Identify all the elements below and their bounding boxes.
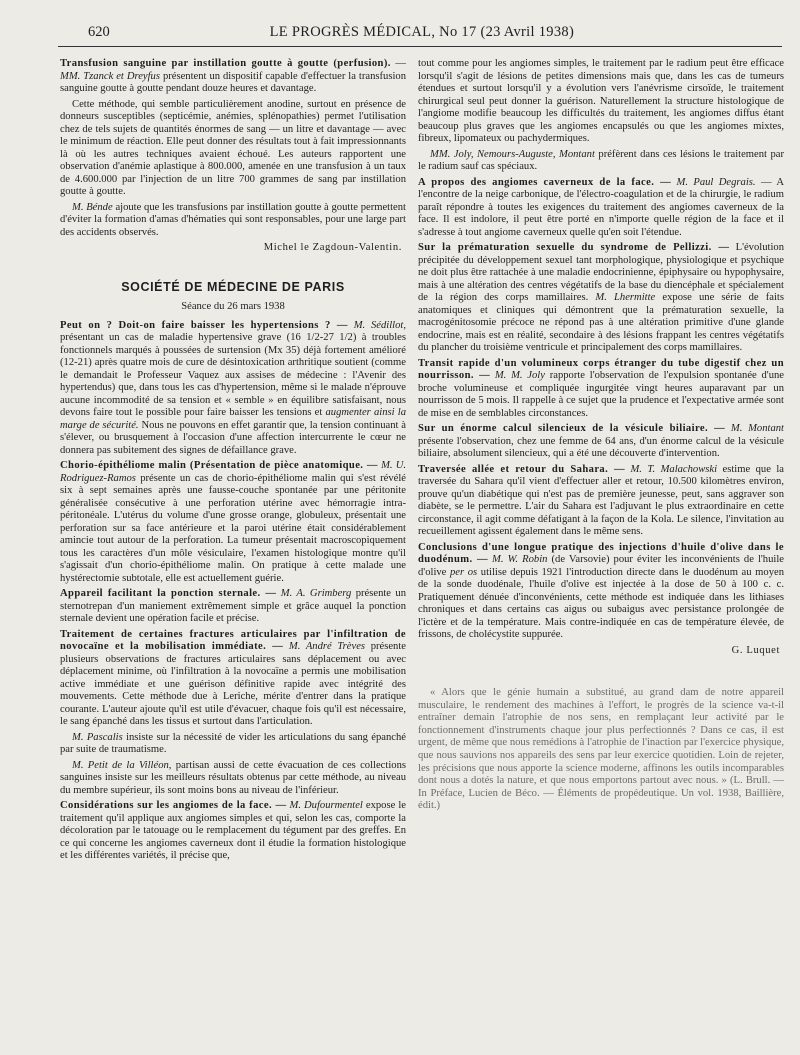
article-calcul — [418, 423, 784, 461]
paragraph: Cette méthode, qui semble particulièrement anodine, surtout en présence de donneurs susceptibles (septicémie, anémies, splénopathies) permet l'utilisation chez de tels sujets de quantités énormes de sang — un litre et davantage — avec le minimum de réaction. Elle peut donner des résultats tout à fait impressionnants là où les autres techniques avaient échoué. Les auteurs rapportent une observation d'anémie aplastique à 800.000, amenée en une transfusion à un taux de 4.600.000 par l'injection de un litre 700 grammes de sang par instillation goutte à goutte. — [60, 98, 406, 197]
article-body: partisan aussi de cette évacuation de ces collections sanguines insiste sur les meilleurs résultats obtenus par cette méthode, au niveau du membre supérieur, ils sont moins bons au niveau de l'inférieur. — [60, 759, 406, 796]
article-body: Nous ne pouvons en effet garantir que, la tension continuant à s'élever, ou brusquement à l'occasion d'une affection intercurrente le cœur ne donnera pas subitement des signes de défaillance grave. — [60, 419, 406, 456]
journal-title: LE PROGRÈS MÉDICAL, No 17 (23 Avril 1938) — [269, 23, 575, 40]
article-emphasis: augmenter ainsi la marge de sécurité. — [60, 407, 406, 431]
article-sahara — [418, 464, 784, 539]
article-author: M. Petit de la Villéon, — [72, 759, 172, 771]
article-title: Sur la prématuration sexuelle du syndrome de Pellizzi. — — [418, 242, 730, 253]
article-author: M. U. Rodriguez-Ramos — [60, 460, 407, 484]
article-body: présente un cas de chorio-épithéliome malin qui s'est révélé six à sept semaines après une fausse-couche spontanée par une péritonite généralisée consécutive à une perforation utérine avec hémorragie intra-péritonéale. L'utérus du volume d'une grosse orange, globuleux, présentait une perforation sur sa face antérieure et la paroi utérine était considérablement amincie tout autour de la perforation. La tumeur présentait macroscopiquement tous les caractères d'un môle vésiculaire, l'examen histologique montre qu'il s'agissait d'un chorio-épithéliome malin. On pratique à cette malade une hystérectomie subtotale, elle est actuellement guérie. — [60, 472, 406, 584]
article-body: présentent un dispositif capable d'effectuer la transfusion sanguine goutte à goutte pendant douze heures et davantage. — [60, 70, 406, 94]
article-body: insiste sur la nécessité de vider les articulations du sang épanché par suite de traumatisme. — [60, 731, 406, 755]
article-author: M. Dufourmentel — [289, 800, 363, 811]
quote-block — [418, 687, 784, 813]
article-author: M. A. Grimberg — [280, 588, 352, 599]
article-author: MM. Tzanck et Dreyfus — [60, 70, 160, 82]
session-date: Séance du 26 mars 1938 — [181, 301, 285, 312]
header-rule — [58, 46, 782, 47]
article-body: utilise depuis 1921 l'introduction directe dans le duodénum au moyen de la sonde duodénale, l'huile d'olive est injectée à la dose de 50 à 100 c. c. Pratiquement dénuée d'inconvénients, cette méthode est indiquée dans les lithiases chroniques et dans certains cas aigus ou subaigus avec persistance prolongée de l'ictère et de la température. Mais contre-indiquée en cas de température élevée, de frissons, de cholécystite suppurée. — [418, 566, 784, 640]
article-ponction — [60, 588, 406, 626]
article-title: Peut on ? Doit-on faire baisser les hypertensions ? — — [60, 319, 348, 331]
paragraph — [60, 760, 406, 798]
society-heading: SOCIÉTÉ DE MÉDECINE DE PARIS — [121, 279, 345, 294]
article-title: Conclusions d'une longue pratique des injections d'huile d'olive dans le duodénum. — — [418, 541, 784, 565]
right-column — [418, 58, 784, 813]
article-title: A propos des angiomes caverneux de la face. — — [418, 176, 672, 188]
signature: Michel le Zagdoun-Valentin. — [263, 242, 402, 253]
article-pellizzi — [418, 242, 784, 355]
article-hypertension — [60, 320, 406, 458]
signature: G. Luquet — [731, 644, 780, 656]
article-emphasis: per os — [450, 566, 478, 578]
page-number: 620 — [88, 23, 110, 40]
article-body: expose une série de faits anatomiques et cliniques qui démontrent que la prématuration sexuelle, la macrogénitosomie précoce ne répond pas à une altération primitive d'une glande endocrine, mais est en réalité, secondaire à des lésions frappant les centres végétatifs du plancher du troisième ventricule et principalement des corps mamillaires. — [418, 292, 784, 353]
article-chorio — [60, 460, 406, 585]
article-author: M. Montant — [730, 423, 784, 434]
article-body: expose le traitement qu'il applique aux angiomes simples et qui, selon les cas, comporte la décoloration par le tatouage ou le remplacement du tégument par des greffes. En ce qui concerne les angiomes caverneux dont il étudie la formation histologique et les différentes variétés, il précise que, — [60, 800, 406, 861]
paragraph — [60, 202, 406, 240]
article-body: estime que la traversée du Sahara qu'il vient d'effectuer aller et retour, 10.500 kilomètres environ, prouve qu'un diabétique qui n'est pas de première jeunesse, peut, sans aggraver son diabète, se le permettre. L'air du Sahara est l'adjuvant le plus extraordinaire en cette circonstance, il agit comme défatigant à la façon de la Kola. Le silence, l'invitation au recueillement agissent également dans le même sens. — [418, 463, 785, 537]
article-title: Transit rapide d'un volumineux corps étranger du tube digestif chez un nourrisson. — — [418, 357, 784, 381]
article-author: M. M. Joly — [494, 370, 545, 381]
article-body: présente l'observation, chez une femme de 64 ans, d'un énorme calcul de la vésicule biliaire, absolument silencieux, qui a été une découverte d'intervention. — [418, 435, 784, 459]
article-author: M. T. Malachowski — [630, 463, 718, 475]
article-degrais — [418, 177, 784, 240]
article-author: M. Lhermitte — [595, 292, 656, 303]
article-author: M. Paul Degrais. — [676, 176, 756, 188]
article-title: Transfusion sanguine par instillation goutte à goutte (perfusion). — [60, 58, 391, 69]
left-column — [60, 58, 406, 866]
article-title: Appareil facilitant la ponction sternale. — — [60, 588, 277, 599]
article-body: présentant un cas de maladie hypertensive grave (16 1/2-27 1/2) à troubles fonctionnels marqués à poussées de surtension (Mx 35) déjà fortement amélioré (12-21) après quatre mois de cure de désintoxication arthritique soutient (comme le demandait le Professeur Vaquez aux assises de médecine : l'Avenir des hypertendus) que, dans tous les cas d'hypertension, même si le malade n'éprouve aucune incommodité de sa tension et « semble » en équilibre satisfaisant, nous devons faire tout le possible pour faire baisser les tensions et — [60, 332, 406, 418]
page-header — [88, 20, 754, 44]
article-body: — A l'encontre de la neige carbonique, de l'électro-coagulation et de la chirurgie, le radium paraît répondre à toutes les exigences du traitement des angiomes caverneux de la face. Il est indolore, il peut être porté en n'importe quelle région de la face et il s'adresse à tout angiome caverneux quelle qu'en soit l'étendue. — [418, 176, 785, 238]
article-body: rapporte l'observation de l'expulsion spontanée d'une broche volumineuse et compliquée ingurgitée vingt heures auparavant par un nourrisson de 5 mois. Il rappelle à ce sujet que la prudence et l'expectative armée sont de mise en de semblables circonstances. — [418, 370, 784, 419]
article-author: M. Pascalis — [72, 731, 123, 743]
article-title: Chorio-épithéliome malin (Présentation de pièce anatomique. — — [60, 460, 378, 471]
quote-text: « Alors que le génie humain a substitué, au grand dam de notre appareil musculaire, le rendement des machines à l'effort, le progrès de la science va-t-il entraîner demain l'atrophie de nos sens, en remplaçant leur activité par le fonctionnement d'instruments chaque jour plus perfectionnés ? Dans ce cas, il est urgent, de même que nous remédions à l'atrophie de l'inaction par l'exercice physique, que nous sauvions nos appareils des sens par leur exercice quotidien. Loin de rejeter, les précisions que nous apporte la science moderne, affinons les outils incomparables dont nous a dotés la nature, et que nous emportons partout avec nous. » (L. Brull. — In Préface, Lucien de Béco. — Éléments de propédeutique. Un vol. 1938, Baillière, édit.) — [418, 687, 784, 812]
article-huile — [418, 542, 784, 642]
article-body: présente un sternotrepan d'un maniement extrêmement simple et grâce auquel la ponction sternale devient une opération facile et précise. — [60, 588, 406, 624]
paragraph — [60, 732, 406, 757]
article-body: (de Varsovie) pour éviter les inconvénients de l'huile d'olive — [418, 554, 784, 578]
article-title: Traversée allée et retour du Sahara. — — [418, 463, 626, 475]
article-transfusion: Transfusion sanguine par instillation goutte à goutte (perfusion). — MM. Tzanck et Dreyfus présentent un dispositif capable d'effectuer la transfusion sanguine goutte à goutte pendant douze heures et davantage. — [60, 58, 406, 94]
article-fractures — [60, 629, 406, 729]
article-author: M. Sédillot, — [353, 319, 406, 331]
article-author: M. André Trèves — [288, 641, 366, 652]
article-body: présente plusieurs observations de fractures articulaires sans déplacement ou avec déplacement minime, où l'infiltration à la novocaïne a permis une mobilisation active immédiate et une guérison définitive rapide avec intégrité des mouvements. Cette méthode due à Leriche, mérite d'entrer dans la pratique courante. L'auteur ajoute qu'il est utile d'évacuer, chaque fois qu'il est nécessaire, le sang épanché dans les tissus et surtout dans l'articulation. — [60, 641, 406, 727]
paragraph: tout comme pour les angiomes simples, le traitement par le radium peut être efficace lorsqu'il s'agit de lésions de petites dimensions mais que, dans les cas de tumeurs étendues et surtout lorsqu'il y a évolution vers l'anévrisme cirsoïde, le traitement chirurgical seul peut donner la guérison. Naturellement la structure histologique de l'angiome modifie beaucoup les difficultés du traitement, les angiomes diffus étant beaucoup plus graves que les angiomes encapsulés ou que les angiomes mixtes, fibreux, lipomateux ou pachydermiques. — [418, 58, 784, 144]
article-body: ajoute que les transfusions par instillation goutte à goutte permettent d'éviter la formation d'amas d'hématies qui sont responsables, pour une large part des accidents observés. — [60, 201, 407, 238]
article-title: Considérations sur les angiomes de la face. — — [60, 800, 287, 811]
article-angiomes — [60, 800, 406, 863]
article-transit — [418, 358, 784, 421]
article-author: M. W. Robin — [492, 554, 548, 565]
article-title: Traitement de certaines fractures articulaires par l'infiltration de novocaïne et la mobilisation immédiate. — — [60, 628, 406, 652]
article-body: L'évolution précipitée du développement sexuel tant morphologique, physiologique et psychique ne doit plus être rattachée à une maladie endocrinienne, épiphysaire ou hypophysaire, mais à une altération des centres végétatifs de la base du diencéphale et spécialement de la région des corps mamillaires. — [418, 242, 784, 303]
article-title: Sur un énorme calcul silencieux de la vésicule biliaire. — — [418, 423, 726, 434]
paragraph — [418, 149, 784, 174]
article-author: MM. Joly, Nemours-Auguste, Montant — [430, 148, 595, 160]
article-author: M. Bénde — [72, 201, 113, 213]
article-body: préfèrent dans ces lésions le traitement par le radium sauf cas spéciaux. — [418, 148, 784, 172]
